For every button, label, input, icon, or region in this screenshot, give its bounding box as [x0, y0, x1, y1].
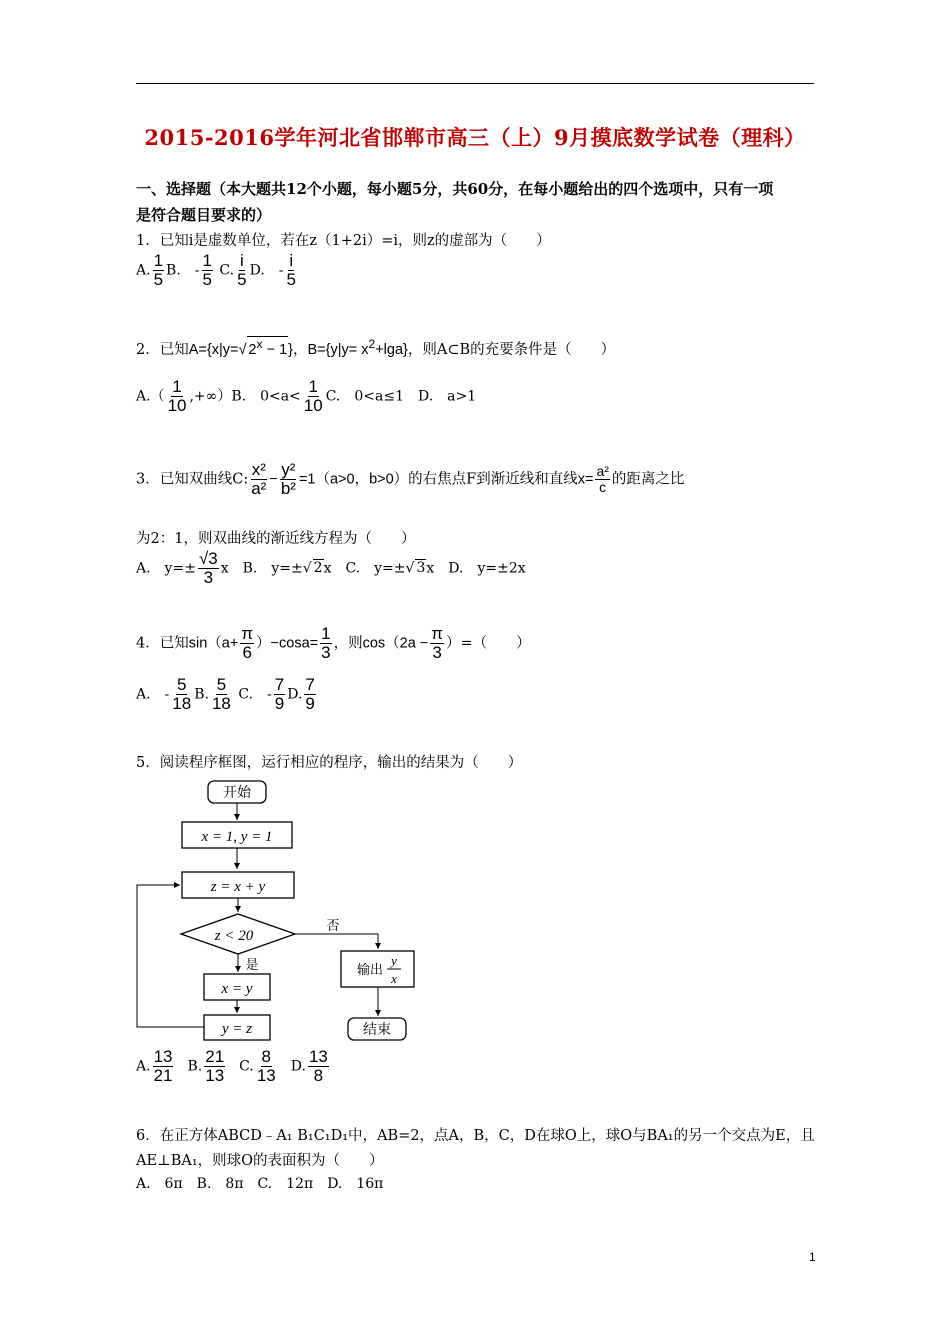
q1-option-b-label: B. - [166, 262, 200, 279]
question-6-stem-line1: 6．在正方体ABCD﹣A₁ B₁C₁D₁中，AB=2，点A，B，C，D在球O上，球O与BA₁的另一个交点为E，且 [136, 1128, 815, 1144]
section-heading-line2: 是符合题目要求的） [136, 206, 272, 224]
denominator: 18 [211, 693, 231, 713]
flow-arrow-no [295, 934, 378, 949]
flow-assign-x-text: x = y [221, 981, 253, 997]
q2-prefix: 2．已知 [136, 341, 189, 358]
page-title: 2015-2016学年河北省邯郸市高三（上）9月摸底数学试卷（理科） [144, 125, 806, 150]
numerator: 1 [172, 377, 182, 396]
q4-middle: ）−cosa= [256, 635, 319, 652]
q4-option-d-fraction [304, 676, 315, 713]
q3-minus: − [269, 471, 278, 488]
question-3-stem-line2: 为2：1，则双曲线的渐近线方程为（ ） [136, 531, 416, 547]
question-4-options [136, 676, 318, 713]
q2-option-a-prefix: A.（ [136, 388, 165, 405]
q3-option-b-radicand: 2 [313, 560, 323, 577]
flow-output-denominator: x [391, 971, 397, 986]
q1-option-d-fraction [285, 252, 296, 289]
q1-option-b-fraction [202, 252, 213, 289]
numerator: y² [281, 460, 296, 479]
q4-pi-over-3 [430, 625, 444, 662]
q3-option-d: x D. y=±2x [426, 560, 526, 577]
q2-options-rest: C. 0<a≤1 D. a>1 [325, 388, 477, 405]
radicand-base: 2 [248, 341, 257, 358]
q3-option-a-fraction [198, 550, 219, 587]
q2-set-a: A={x|y=√ $2^x - 1$}， [188, 337, 308, 358]
numerator: 7 [274, 675, 285, 694]
denominator: 18 [172, 693, 192, 713]
q1-option-a-fraction [153, 252, 164, 289]
q5-option-a-label: A. [136, 1058, 151, 1075]
denominator: 5 [202, 269, 212, 289]
q2-set-b [307, 337, 408, 358]
flow-label-yes: 是 [245, 957, 259, 972]
q5-option-b-label: B. [187, 1058, 203, 1075]
denominator: 10 [303, 395, 323, 415]
flowchart [130, 775, 430, 1050]
section-heading-line1: 一、选择题（本大题共12个小题，每小题5分，共60分，在每小题给出的四个选项中，只有一项 [136, 180, 774, 198]
q3-y-fraction [280, 461, 297, 498]
q2-option-a-suffix: ,+∞）B. 0<a< [189, 388, 301, 405]
question-1-stem: 1．已知i是虚数单位，若在z（1+2i）=i，则z的虚部为（ ） [136, 233, 551, 249]
q3-equation-rest: =1（a>0，b>0） [298, 471, 409, 488]
q1-option-c-label: C. [219, 262, 235, 279]
q3-option-c-prefix: x C. y=± [323, 560, 406, 577]
q3-x-fraction [250, 461, 267, 498]
denominator: 21 [153, 1065, 173, 1085]
radicand-tail: − 1 [262, 341, 288, 358]
numerator: 5 [177, 675, 187, 694]
q1-option-d-label: D. - [249, 262, 284, 279]
q4-prefix: 4．已知 [136, 635, 189, 652]
denominator: 3 [321, 642, 331, 662]
numerator: 1 [153, 251, 164, 270]
q4-then: ，则cos（2a − [333, 635, 429, 652]
denominator: 3 [203, 567, 214, 587]
numerator: 13 [308, 1047, 328, 1066]
denominator: b² [280, 478, 296, 498]
denominator: 3 [432, 642, 442, 662]
q4-option-d-label: D. [287, 686, 303, 703]
set-a-radicand [247, 336, 288, 358]
q3-option-c-radicand: 3 [416, 560, 426, 577]
question-6-stem-line2: AE⊥BA₁，则球O的表面积为（ ） [136, 1153, 384, 1169]
denominator: 9 [305, 693, 315, 713]
numerator: 13 [153, 1047, 173, 1066]
q3-prefix: 3．已知双曲线C: [136, 471, 249, 488]
numerator: a² [596, 463, 609, 480]
q5-option-d-fraction [308, 1048, 329, 1085]
q4-sin: sin（a+ [188, 635, 239, 652]
flow-loop-arrow [137, 885, 204, 1027]
q3-middle-text: 的右焦点F到渐近线和直线 [408, 471, 578, 488]
denominator: 5 [237, 269, 247, 289]
numerator: √3 [198, 549, 218, 568]
radicand-exponent: x [256, 337, 263, 351]
denominator: 5 [286, 269, 296, 289]
q1-option-a-label: A. [136, 262, 151, 279]
flow-output-text: 输出 [356, 962, 384, 977]
question-5-stem: 5．阅读程序框图，运行相应的程序，输出的结果为（ ） [136, 755, 523, 771]
denominator: 8 [313, 1065, 324, 1085]
set-b-exponent: 2 [368, 337, 376, 351]
q5-option-a-fraction [153, 1048, 174, 1085]
q4-one-third [320, 625, 331, 662]
q3-line-fraction [595, 464, 609, 494]
flow-start-text: 开始 [223, 786, 251, 801]
denominator: 13 [256, 1065, 276, 1085]
q3-tail: 的距离之比 [611, 471, 685, 488]
question-1-options [136, 252, 299, 289]
numerator: x² [251, 460, 266, 479]
denominator: 10 [167, 395, 187, 415]
flow-label-no: 否 [326, 918, 340, 933]
q4-option-b-label: B. [194, 686, 209, 703]
numerator: 1 [202, 251, 212, 270]
denominator: 13 [205, 1065, 225, 1085]
q5-option-c-fraction [256, 1048, 277, 1085]
flow-condition-text: z < 20 [214, 928, 254, 944]
flow-init-text: x = 1, y = 1 [201, 829, 273, 845]
numerator: π [431, 624, 444, 643]
numerator: 8 [261, 1047, 272, 1066]
flow-assign-y-text: y = z [221, 1021, 253, 1037]
denominator: 6 [242, 642, 252, 662]
denominator: c [599, 478, 607, 495]
question-2-stem [136, 336, 615, 359]
question-5-options [136, 1048, 331, 1085]
set-b-end: +lga} [375, 341, 408, 358]
q3-option-a-prefix: A. y=± [136, 560, 196, 577]
numerator: 5 [216, 675, 227, 694]
set-b-start: B={y|y= x [307, 341, 369, 358]
question-3-stem [136, 461, 684, 498]
q5-option-c-label: C. [239, 1058, 254, 1075]
numerator: i [289, 251, 294, 270]
q4-option-a-fraction [171, 676, 192, 713]
q2-tail: ，则A⊂B的充要条件是（ ） [407, 341, 616, 358]
q4-option-b-fraction [211, 676, 232, 713]
question-3-options: A. y=± $\frac{√3}{3}$ x B. y=±√ 2x C. y=±√ 3x D. y=±2x [136, 549, 526, 587]
numerator: 21 [205, 1047, 225, 1066]
flow-output-numerator: y [391, 953, 397, 968]
header-rule [136, 83, 814, 84]
q4-option-c-fraction [274, 676, 285, 713]
numerator: i [239, 251, 244, 270]
numerator: π [241, 624, 254, 643]
set-a-start: A={x|y= [188, 341, 239, 358]
numerator: 7 [305, 675, 315, 694]
numerator: 1 [308, 377, 318, 396]
set-a-end: }， [288, 341, 308, 358]
q4-pi-over-6 [240, 625, 254, 662]
q3-line-x: x= [577, 471, 594, 488]
q5-option-b-fraction [204, 1048, 225, 1085]
question-6-options: A. 6π B. 8π C. 12π D. 16π [136, 1176, 384, 1192]
denominator: 9 [274, 693, 285, 713]
flow-assign-z-text: z = x + y [210, 879, 266, 895]
q2-option-a-fraction [167, 378, 188, 415]
q1-option-c-fraction [236, 252, 247, 289]
denominator: 5 [153, 269, 164, 289]
denominator: a² [251, 478, 267, 498]
numerator: 1 [321, 624, 331, 643]
page-number: 1 [809, 1250, 816, 1264]
q4-option-c-label: C. - [238, 686, 272, 703]
q4-tail: ）=（ ） [446, 635, 531, 652]
q2-option-b-fraction [303, 378, 324, 415]
flow-end-text: 结束 [363, 1023, 391, 1038]
question-2-options [136, 378, 476, 415]
q3-option-b-prefix: x B. y=± [220, 560, 303, 577]
q4-option-a-label: A. - [136, 686, 170, 703]
question-4-stem [136, 625, 531, 662]
q5-option-d-label: D. [290, 1058, 306, 1075]
